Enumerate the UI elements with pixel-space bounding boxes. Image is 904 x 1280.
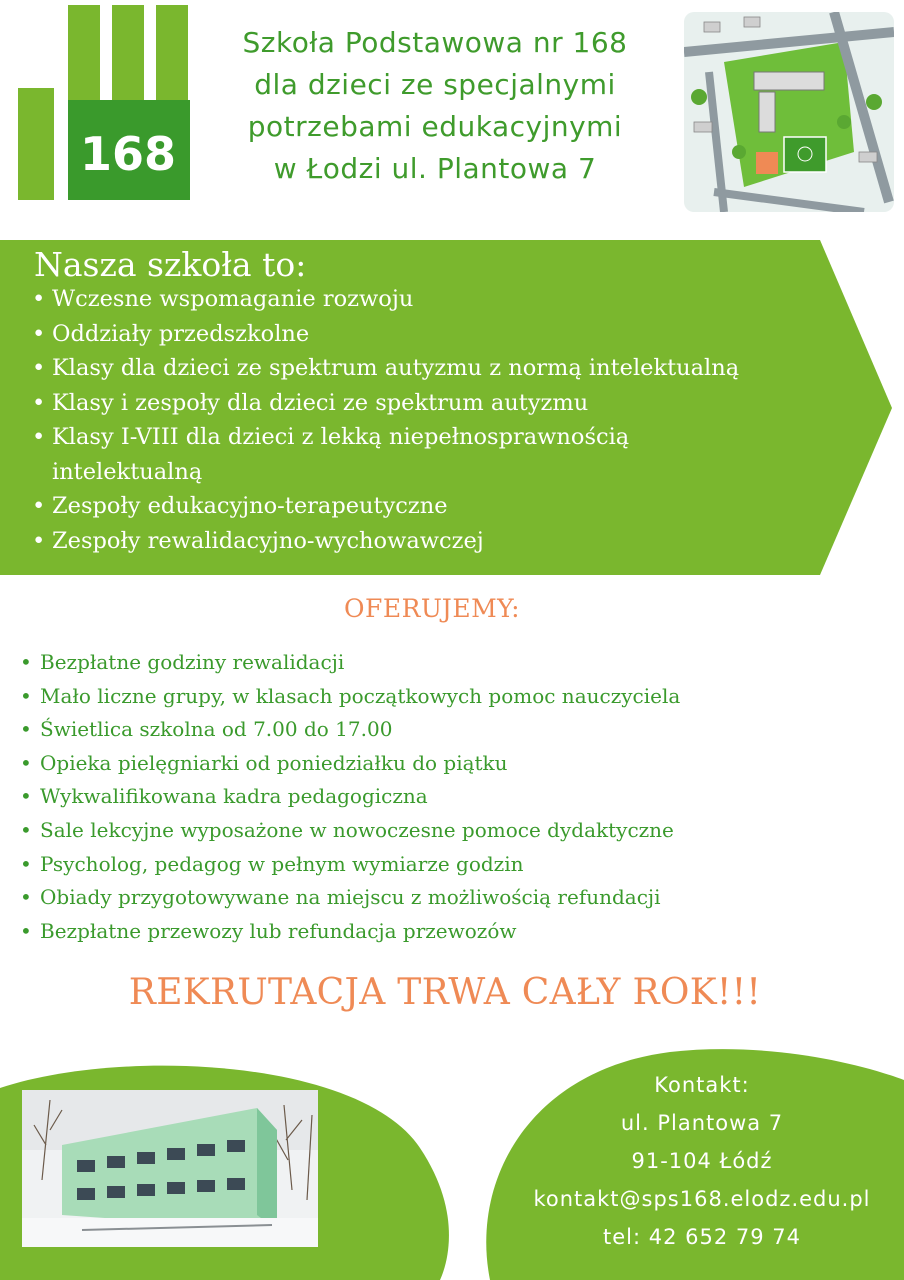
list-item: • Klasy i zespoły dla dzieci ze spektrum autyzmu	[32, 386, 739, 421]
title-line: w Łodzi ul. Plantowa 7	[273, 152, 597, 185]
map-image	[684, 12, 894, 212]
recruitment-headline: REKRUTACJA TRWA CAŁY ROK!!!	[128, 972, 762, 1013]
list-item: • Wykwalifikowana kadra pedagogiczna	[20, 780, 680, 814]
features-list	[32, 282, 739, 558]
contact-heading: Kontakt:	[654, 1073, 750, 1097]
list-item: • Bezpłatne godziny rewalidacji	[20, 646, 680, 680]
school-features-banner	[0, 240, 892, 575]
list-item-continuation: intelektualną	[52, 458, 203, 485]
contact-phone[interactable]: tel: 42 652 79 74	[602, 1225, 801, 1249]
contact-info	[500, 1066, 904, 1256]
list-item: • Psycholog, pedagog w pełnym wymiarze godzin	[20, 848, 680, 882]
list-item: • Klasy dla dzieci ze spektrum autyzmu z normą intelektualną	[32, 351, 739, 386]
list-item: • Sale lekcyjne wyposażone w nowoczesne pomoce dydaktyczne	[20, 814, 680, 848]
school-building-photo	[22, 1090, 318, 1247]
title-line: potrzebami edukacyjnymi	[247, 110, 623, 143]
list-item: • Świetlica szkolna od 7.00 do 17.00	[20, 713, 680, 747]
title-line: Szkoła Podstawowa nr 168	[242, 26, 628, 59]
page-title	[200, 22, 670, 190]
list-item: • Zespoły rewalidacyjno-wychowawczej	[32, 524, 739, 559]
contact-email[interactable]: kontakt@sps168.elodz.edu.pl	[533, 1187, 871, 1211]
contact-street: ul. Plantowa 7	[620, 1111, 784, 1135]
logo-number: 168	[79, 127, 177, 181]
banner-heading: Nasza szkoła to:	[34, 245, 307, 284]
list-item: • Klasy I-VIII dla dzieci z lekką niepełnosprawnością	[32, 420, 739, 455]
school-logo	[18, 5, 190, 200]
title-line: dla dzieci ze specjalnymi	[254, 68, 616, 101]
contact-city: 91-104 Łódź	[631, 1149, 773, 1173]
list-item: • Bezpłatne przewozy lub refundacja przewozów	[20, 915, 680, 949]
offer-list	[20, 646, 680, 948]
list-item: • Zespoły edukacyjno-terapeutyczne	[32, 489, 739, 524]
list-item: • Mało liczne grupy, w klasach początkowych pomoc nauczyciela	[20, 680, 680, 714]
list-item: • Wczesne wspomaganie rozwoju	[32, 282, 739, 317]
list-item: • Obiady przygotowywane na miejscu z możliwością refundacji	[20, 881, 680, 915]
offer-heading: OFERUJEMY:	[343, 594, 521, 623]
list-item: • Oddziały przedszkolne	[32, 317, 739, 352]
list-item: • Opieka pielęgniarki od poniedziałku do piątku	[20, 747, 680, 781]
